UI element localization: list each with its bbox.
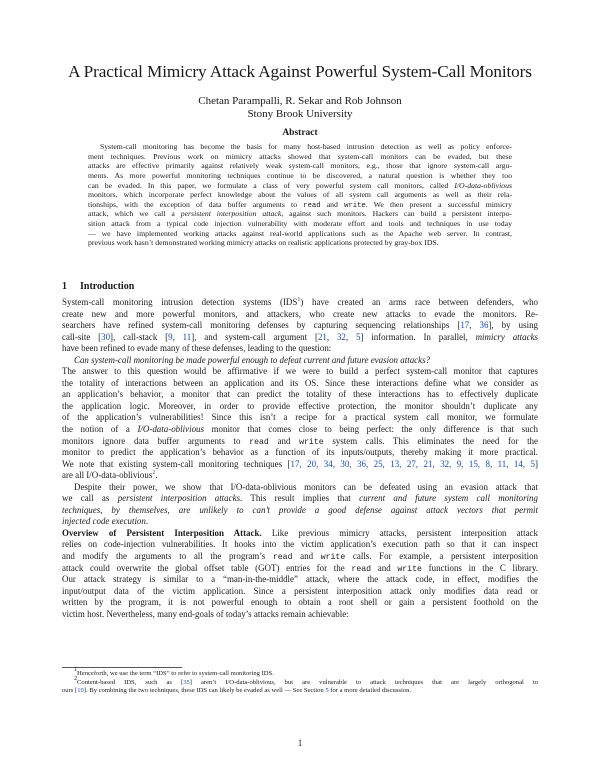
body-line: victim host. Nevertheless, many end-goals of today’s attacks remain achievable: (62, 608, 349, 619)
body-line: attack could overwrite the global offset table (GOT) entries for the read and write functions in the C library. (62, 562, 538, 574)
body-line: System-call monitoring intrusion detection systems (IDS$^1$) have created an arms race between defenders, who (62, 297, 539, 307)
citation-36[interactable]: 36 (479, 320, 489, 331)
body-line: techniques, by themselves, are unlikely to can’t provide a good defense against attack vectors that permit (62, 504, 538, 515)
body-line: we call as persistent interposition attacks. This result implies that current and future system call monitoring (62, 493, 538, 504)
body-line: input/output data of the victim application. Since a persistent interposition attack only modifies data read or (62, 585, 538, 596)
code-read: read (303, 201, 321, 210)
body-line: searchers have refined system-call monitoring defenses by capturing sequencing relationships [17, 36], by using (62, 320, 538, 331)
body-line: Despite their power, we show that I/O-data-oblivious monitors can be defeated using an evasion attack that (74, 481, 538, 492)
body-line: an application’s behavior, a monitor that can predict the totality of these interactions has to effectively duplicate (62, 389, 538, 400)
abstract-line: monitors, which incorporate perfect knowledge about the values of all system call arguments as well as their rela- (88, 190, 512, 200)
abstract-line: ments. As more powerful monitoring techniques continue to be discovered, a natural question is whether they too (88, 170, 512, 180)
term-persistent-interposition: persistent interposition attack (180, 209, 282, 219)
footnote-2-cont: ours [10]. By combining the two techniques, these IDS can likely be evaded as well — See Section 5 for a more detailed discussion. (62, 687, 412, 695)
body-line: the notion of a I/O-data-oblivious monitor that comes close to being perfect: the only difference is that such (62, 424, 538, 435)
abstract-line: previous work hasn’t demonstrated working mimicry attacks on realistic applications protected by gray-box IDS. (88, 238, 439, 248)
affiliation: Stony Brook University (247, 108, 353, 120)
citation-35[interactable]: 35 (183, 678, 190, 686)
paper-title: A Practical Mimicry Attack Against Powerful System-Call Monitors (68, 62, 532, 81)
footnote-1: $^1$Henceforth, we use the term “IDS” to refer to system-call monitoring IDS. (74, 667, 274, 677)
abstract-heading: Abstract (282, 128, 318, 138)
citation-list[interactable]: 17, 20, 34, 30, 36, 25, 13, 27, 21, 32, 9, 15, 8, 11, 14, 5 (290, 458, 536, 469)
citation-21[interactable]: 21 (317, 331, 327, 342)
section-heading: 1 Introduction (62, 281, 135, 292)
body-line: of the application’s vulnerabilities! Since this isn’t a recipe for a practical system call monitor, we formulate (62, 412, 538, 423)
abstract-line: sition attack from a typical code injection vulnerability with moderate effort and tools and techniques in use today (88, 219, 512, 229)
term-io-data-oblivious: I/O-data-oblivious (454, 180, 513, 190)
body-line: The answer to this question would be affirmative if we were to build a perfect system-call monitor that captures (62, 366, 538, 377)
abstract-line: can be evaded. In this paper, we formulate a class of very powerful system call monitors, called I/O-data-oblivious (88, 180, 513, 190)
body-line: Our attack strategy is similar to a “man-in-the-middle” attack, where the attack code, in effect, modifies the (62, 574, 538, 585)
abstract-line: System-call monitoring has become the basis for many host-based intrusion detection as well as policy enforce- (100, 142, 512, 151)
abstract-line: — we have implemented working attacks against real-world applications such as the Apache web server. In contrast, (88, 228, 512, 238)
footnote-2: $^2$Content-based IDS, such as [35] aren’t I/O-data-oblivious, but are vulnerable to attack techniques that are largely orthogonal to (74, 675, 538, 686)
citation-30[interactable]: 30 (101, 331, 111, 342)
page-number: 1 (297, 738, 303, 748)
footnote-2-link[interactable]: 2 (152, 470, 156, 477)
body-line: and modify the arguments to all the program’s read and write calls. For example, a persistent interposition (62, 551, 539, 563)
body-line: the application logic. Moreover, in order to provide effective protection, the monitor shouldn’t duplicate any (62, 400, 538, 411)
abstract-line: ment techniques. Previous work on mimicry attacks showed that system-call monitors can be evaded, but these (88, 151, 512, 161)
body-line: create new and more powerful monitors, and attackers, who create new attacks to evade the monitors. Re- (62, 308, 538, 319)
intro-body (62, 297, 538, 620)
overview-heading: Overview of Persistent Interposition Attack. (62, 527, 262, 538)
code-write: write (344, 201, 366, 210)
body-line: monitor to predict the application’s behavior as a function of its inputs/outputs, thereby making it more practical. (62, 447, 538, 458)
body-line: Overview of Persistent Interposition Attack. Like previous mimicry attacks, persistent interposition attack (62, 527, 538, 538)
body-line: We note that existing system-call monitoring techniques [17, 20, 34, 30, 36, 25, 13, 27, 21, 32, 9, 15, 8, 11, 14, 5] (62, 458, 538, 469)
citation-5[interactable]: 5 (355, 331, 361, 342)
footnote-rule (62, 667, 182, 668)
body-line: are all I/O-data-oblivious$^2$. (62, 470, 158, 481)
footnote-1-link[interactable]: 1 (297, 297, 301, 303)
body-line: written by the program, it is not powerful enough to obtain a root shell or gain a persistent foothold on the (62, 597, 538, 608)
code-read: read (249, 437, 269, 447)
body-line: monitors ignore data buffer arguments to read and write system calls. This eliminates the need for the (62, 435, 538, 447)
section-5-link[interactable]: 5 (325, 687, 329, 695)
body-line: have been refined to evade many of these defenses, leading to the question: (62, 343, 332, 354)
authors: Chetan Parampalli, R. Sekar and Rob Johnson (198, 95, 402, 107)
abstract-line: attacks are effective primarily against relatively weak system-call monitors, e.g., those that ignore system-call argu- (88, 161, 512, 171)
body-line: call-site [30], call-stack [9, 11], and system-call argument [21, 32, 5] information. In parallel, mimicry attacks (62, 331, 539, 342)
abstract-line: tionships, with the exception of data buffer arguments to read and write. We then present a successful mimicry (88, 199, 512, 210)
term-mimicry-attacks: mimicry attacks (475, 331, 539, 342)
citation-11[interactable]: 11 (182, 331, 192, 342)
citation-32[interactable]: 32 (336, 331, 346, 342)
research-question: Can system-call monitoring be made powerful enough to defeat current and future evasion attacks? (74, 354, 431, 365)
citation-17[interactable]: 17 (460, 320, 470, 331)
author-block (62, 95, 538, 121)
abstract-body (88, 142, 512, 248)
citation-9[interactable]: 9 (168, 331, 173, 342)
body-line: the totality of interactions between an application and its OS. Since these interactions define what we consider as (62, 377, 538, 388)
abstract-line: attack, which we call a persistent interposition attack, against such monitors. Hackers can build a persistent interpo- (88, 209, 513, 219)
footnotes (62, 667, 538, 696)
citation-10[interactable]: 10 (77, 687, 84, 695)
body-line: injected code execution. (62, 516, 149, 527)
body-line: relies on code-injection vulnerabilities. It hooks into the victim application’s execution path so that it can inspect (62, 539, 538, 550)
code-write: write (299, 437, 324, 447)
